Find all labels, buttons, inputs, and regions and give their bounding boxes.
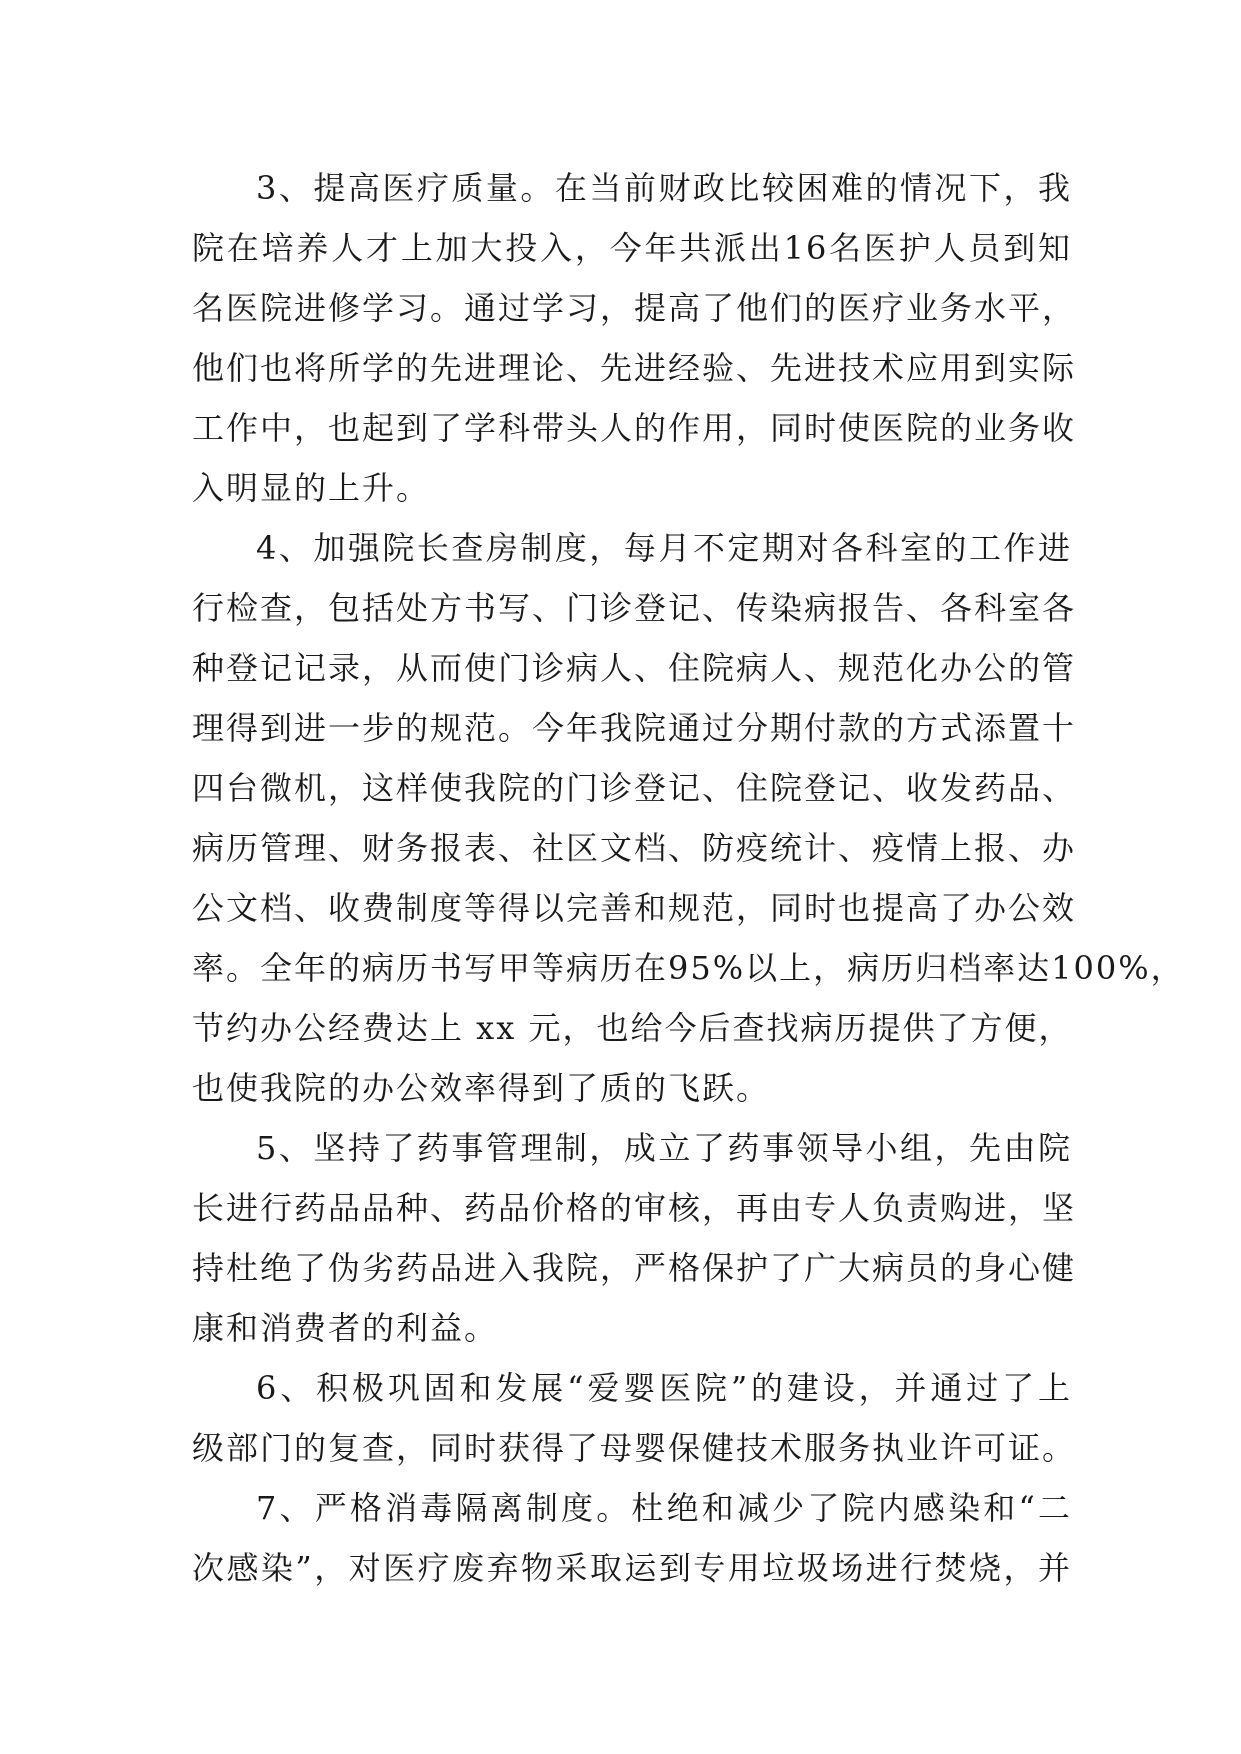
text-line: 7、严格消毒隔离制度。杜绝和减少了院内感染和“二	[256, 1489, 1072, 1527]
text-line: 5、坚持了药事管理制，成立了药事领导小组，先由院	[256, 1129, 1072, 1167]
paragraph-5	[192, 1118, 1077, 1358]
text-line: 他们也将所学的先进理论、先进经验、先进技术应用到实际	[192, 349, 1077, 387]
text-line: 也使我院的办公效率得到了质的飞跃。	[192, 1069, 771, 1107]
text-line: 率。全年的病历书写甲等病历在95%以上，病历归档率达100%，	[192, 949, 1185, 987]
text-line: 种登记记录，从而使门诊病人、住院病人、规范化办公的管	[192, 649, 1077, 687]
text-line: 级部门的复查，同时获得了母婴保健技术服务执业许可证。	[192, 1429, 1077, 1467]
text-line: 四台微机，这样使我院的门诊登记、住院登记、收发药品、	[192, 769, 1077, 807]
text-line: 长进行药品品种、药品价格的审核，再由专人负责购进，坚	[192, 1189, 1077, 1227]
text-line: 持杜绝了伪劣药品进入我院，严格保护了广大病员的身心健	[192, 1249, 1077, 1287]
paragraph-6	[192, 1358, 1077, 1478]
text-line: 院在培养人才上加大投入，今年共派出16名医护人员到知	[192, 229, 1072, 267]
paragraph-7	[192, 1478, 1072, 1598]
paragraph-4	[192, 518, 1185, 1118]
text-line: 行检查，包括处方书写、门诊登记、传染病报告、各科室各	[192, 589, 1077, 627]
text-line: 公文档、收费制度等得以完善和规范，同时也提高了办公效	[192, 889, 1077, 927]
document-body	[192, 158, 1185, 1598]
text-line: 工作中，也起到了学科带头人的作用，同时使医院的业务收	[192, 409, 1077, 447]
text-line: 次感染”，对医疗废弃物采取运到专用垃圾场进行焚烧，并	[192, 1549, 1072, 1587]
text-line: 病历管理、财务报表、社区文档、防疫统计、疫情上报、办	[192, 829, 1077, 867]
text-line: 3、提高医疗质量。在当前财政比较困难的情况下，我	[256, 169, 1072, 207]
text-line: 名医院进修学习。通过学习，提高了他们的医疗业务水平，	[192, 289, 1077, 327]
text-line: 入明显的上升。	[192, 469, 431, 507]
text-line: 节约办公经费达上 xx 元，也给今后查找病历提供了方便，	[192, 1009, 1073, 1047]
paragraph-3	[192, 158, 1077, 518]
text-line: 6、积极巩固和发展“爱婴医院”的建设，并通过了上	[256, 1369, 1072, 1407]
text-line: 康和消费者的利益。	[192, 1309, 499, 1347]
text-line: 理得到进一步的规范。今年我院通过分期付款的方式添置十	[192, 709, 1077, 747]
text-line: 4、加强院长查房制度，每月不定期对各科室的工作进	[256, 529, 1072, 567]
